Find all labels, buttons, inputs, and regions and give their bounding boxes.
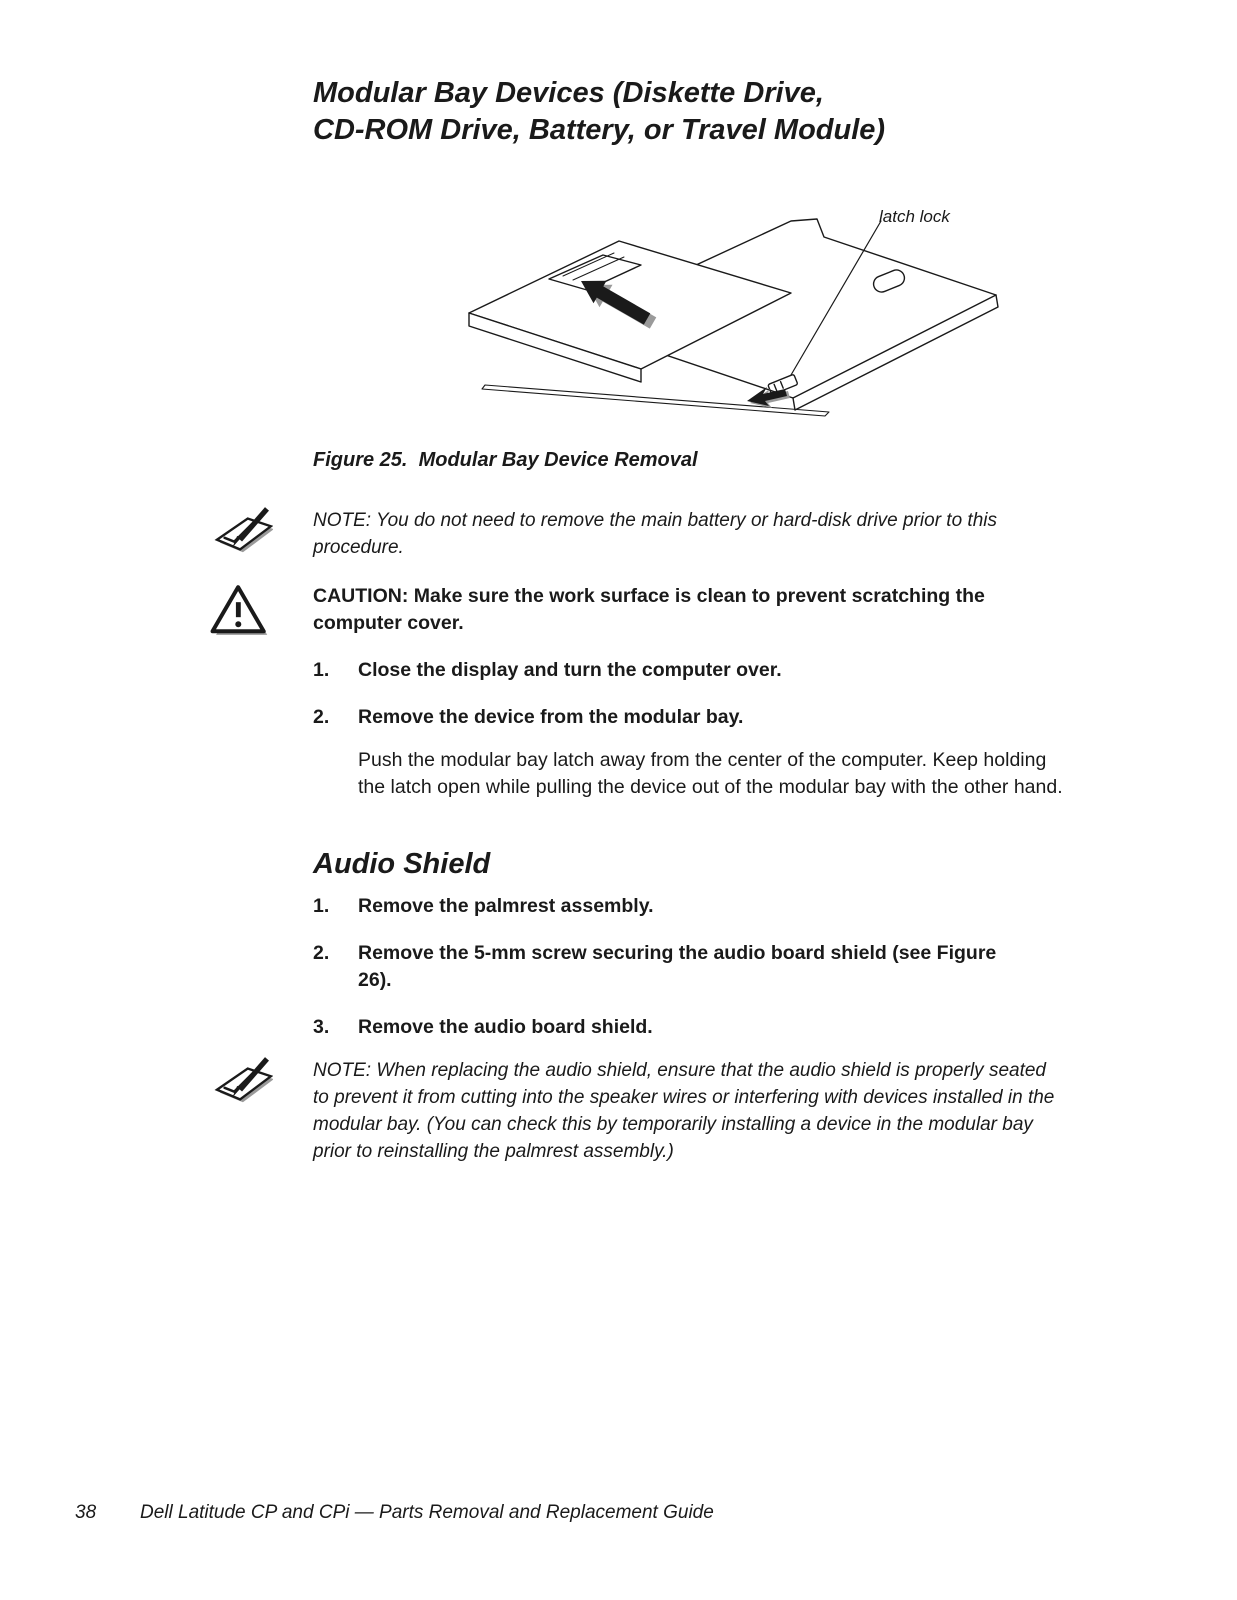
modular-step-2 xyxy=(313,704,1065,731)
step-text: Remove the 5-mm screw securing the audio board shield (see Figure 26). xyxy=(358,942,997,991)
step-text: Remove the palmrest assembly. xyxy=(358,895,654,917)
step-number: 3. xyxy=(313,1016,330,1038)
step-text: Remove the audio board shield. xyxy=(358,1016,653,1038)
warning-triangle-icon xyxy=(209,583,269,639)
step-number: 2. xyxy=(313,942,330,964)
figure-25-illustration xyxy=(451,193,1076,431)
latch-lock-callout: latch lock xyxy=(879,207,950,226)
note-1-text: NOTE: You do not need to remove the main battery or hard-disk drive prior to this procedure. xyxy=(313,510,997,558)
note-block-2 xyxy=(313,1057,1063,1165)
figure-25-caption: Figure 25. Modular Bay Device Removal xyxy=(313,449,698,471)
page-footer xyxy=(75,1502,714,1524)
note-pencil-icon xyxy=(209,507,273,559)
step-number: 1. xyxy=(313,659,330,681)
caution-text: CAUTION: Make sure the work surface is clean to prevent scratching the computer cover. xyxy=(313,585,985,634)
modular-step-1 xyxy=(313,657,1065,684)
note-block-1 xyxy=(313,507,1063,561)
page-content xyxy=(313,75,1065,1165)
section-title-line-2: CD-ROM Drive, Battery, or Travel Module) xyxy=(313,114,886,146)
note-pencil-icon xyxy=(209,1057,273,1109)
section-title-audio-shield: Audio Shield xyxy=(313,848,491,880)
caution-block xyxy=(313,583,1039,637)
modular-bay-removal-drawing xyxy=(451,193,1076,431)
footer-guide-title: Dell Latitude CP and CPi — Parts Removal and Replacement Guide xyxy=(140,1502,714,1523)
step-number: 2. xyxy=(313,706,330,728)
audio-step-3 xyxy=(313,1014,1065,1041)
modular-step-2-detail: Push the modular bay latch away from the center of the computer. Keep holding the latch open while pulling the device out of the modular bay with the other hand. xyxy=(358,749,1063,798)
footer-page-number: 38 xyxy=(75,1502,97,1523)
step-text: Remove the device from the modular bay. xyxy=(358,706,744,728)
audio-step-1 xyxy=(313,893,1065,920)
note-2-text: NOTE: When replacing the audio shield, ensure that the audio shield is properly seated to prevent it from cutting into the speaker wires or interfering with devices installed in the modular bay. (You can check this by temporarily installing a device in the modular bay prior to reinstalling the palmrest assembly.) xyxy=(313,1060,1055,1162)
step-number: 1. xyxy=(313,895,330,917)
step-text: Close the display and turn the computer over. xyxy=(358,659,782,681)
section-title-line-1: Modular Bay Devices (Diskette Drive, xyxy=(313,77,824,109)
section-title-modular-bay xyxy=(313,75,1065,149)
latch-push-arrow xyxy=(747,387,790,408)
audio-step-2 xyxy=(313,940,1065,994)
